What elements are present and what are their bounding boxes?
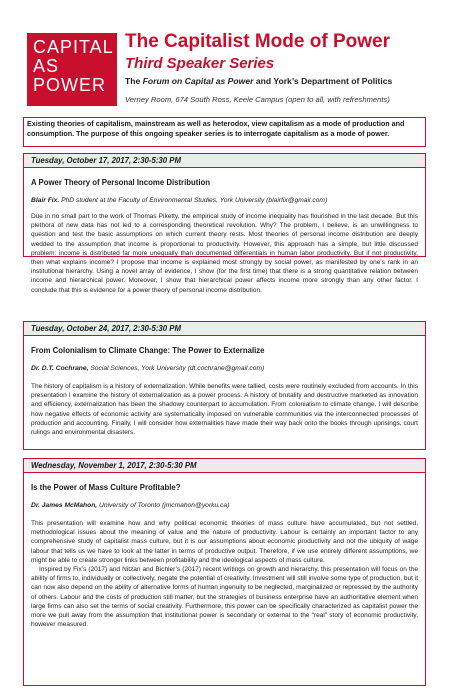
- venue: Verney Room, 674 South Ross, Keele Campus (open to all, with refreshments): [125, 95, 390, 104]
- talk-3-abstract: [31, 519, 418, 629]
- page-title: The Capitalist Mode of Power: [125, 31, 390, 52]
- talk-3-abstract-paragraph-2: Inspired by Fix’s (2017) and Nitzan and Bichler’s (2017) recent writings on growth and hierarchy, this presentation will focus on the ability of firms to, individually or collectively, negate the potential of creativity. Investment will still involve some type of production, but it can now also depend on the ability of alternative forms of human ingenuity to be neglected, marginalized or repressed by the authority of others. Labour and the costs of production still matter, but the strategies of business enterprise have an authoritative element when large firms can also set the terms of social creativity. Furthermore, this power can be specifically characterized as capitalist power the more we pull away from the assumption that institutional power is secondary or external to the “real” story of economic productivity, however measured.: [31, 566, 418, 629]
- talk-2-speaker-name: Dr. D.T. Cochrane,: [31, 365, 89, 372]
- talk-3-abstract-paragraph-1: This presentation will examine how and why political economic theories of mass culture have accumulated, but not settled, methodological issues about the meaning of value and the nature of productivity. Labour is certainly an important factor to any comprehensive study of capitalist mass culture, but it is our assumptions about economic productivity and not the ubiquity of wage labour that tells us we have to look at the latter in terms of productive output. Therefore, if we use entirely different assumptions, we might be able to create stronger links between profitability and the ideological aspects of mass culture.: [31, 520, 418, 564]
- organizers: [125, 76, 392, 86]
- org-rest: and York’s Department of Politics: [253, 76, 393, 86]
- talk-1-speaker: [31, 197, 418, 204]
- talk-1-speaker-name: Blair Fix.: [31, 197, 60, 204]
- intro-box: Existing theories of capitalism, mainstream as well as heterodox, view capitalism as a mode of production and consumption. The purpose of this ongoing speaker series is to interrogate capitalism as a mode of power.: [23, 117, 426, 147]
- talk-1-speaker-affiliation: PhD student at the Faculty of Environmental Studies, York University (blairfix@gmail.com): [59, 197, 328, 204]
- org-the: The: [125, 76, 143, 86]
- talk-3-speaker-affiliation: University of Toronto (jmcmahon@yorku.ca): [97, 502, 230, 509]
- talk-3-title: Is the Power of Mass Culture Profitable?: [31, 483, 181, 492]
- talk-1-title: A Power Theory of Personal Income Distribution: [31, 178, 211, 187]
- logo-line-1: CAPITAL: [33, 37, 114, 57]
- capital-as-power-logo: [27, 33, 117, 106]
- talk-2-abstract-paragraph: The history of capitalism is a history of externalization. While benefits were tallied, costs were routinely excluded from accounts. In this presentation I examine the history of externalization as a power process. A history of brutality and destructive marketed as innovation and efficiency, externalization has been the shadowy counterpart to accumulation. From colonialism to climate change, I will describe how negative effects of economic activity are systematically imposed on vulnerable communities via the interconnected processes of production and accounting. Finally, I will consider how externalities have made their way back onto the books through uprisings, court rulings and environmental disasters.: [31, 383, 418, 437]
- talk-2-abstract: [31, 382, 418, 437]
- talk-1-date: Tuesday, October 17, 2017, 2:30-5:30 PM: [24, 154, 425, 168]
- page-subtitle: Third Speaker Series: [125, 55, 275, 72]
- talk-1: [23, 153, 426, 294]
- talk-2-speaker: [31, 365, 418, 372]
- talk-2-title: From Colonialism to Climate Change: The Power to Externalize: [31, 346, 265, 355]
- talk-3-speaker: [31, 502, 418, 509]
- talk-3-speaker-name: Dr. James McMahon,: [31, 502, 98, 509]
- talk-2: [23, 321, 426, 450]
- logo-line-3: POWER: [33, 75, 107, 95]
- talk-1-abstract-paragraph: Due in no small part to the work of Thomas Piketty, the empirical study of income inequality has flourished in the last decade. But this plethora of new data has not led to a corresponding theoretical revolution. Why? The problem, I believe, is an unwillingness to question and test the basic assumptions on which current theory rests. Most theories of personal income distribution are deeply wedded to the assumption that income is proportional to productivity. However, this approach has a simple, but little discussed problem: income is distributed far more unequally than documented differentials in human labor productivity. But if not productivity, then what explains income? I propose that income is explained most strongly by social power, as manifested by one’s rank in an institutional hierarchy. Using a novel array of evidence, I show (for the first time) that there is a strong quantitative relation between income and hierarchical power. Moreover, I show that hierarchical power affects income more strongly than any other factor. I conclude that this is evidence for a power theory of personal income distribution.: [31, 213, 418, 294]
- talk-2-speaker-affiliation: Social Sciences, York University (dt.cochrane@gmail.com): [88, 365, 265, 372]
- talk-3: [23, 458, 426, 686]
- talk-3-date: Wednesday, November 1, 2017, 2:30-5:30 PM: [24, 459, 425, 473]
- talk-2-date: Tuesday, October 24, 2017, 2:30-5:30 PM: [24, 322, 425, 336]
- logo-line-2: AS: [33, 56, 60, 76]
- org-forum: Forum on Capital as Power: [142, 76, 254, 86]
- talk-1-abstract: [31, 212, 418, 295]
